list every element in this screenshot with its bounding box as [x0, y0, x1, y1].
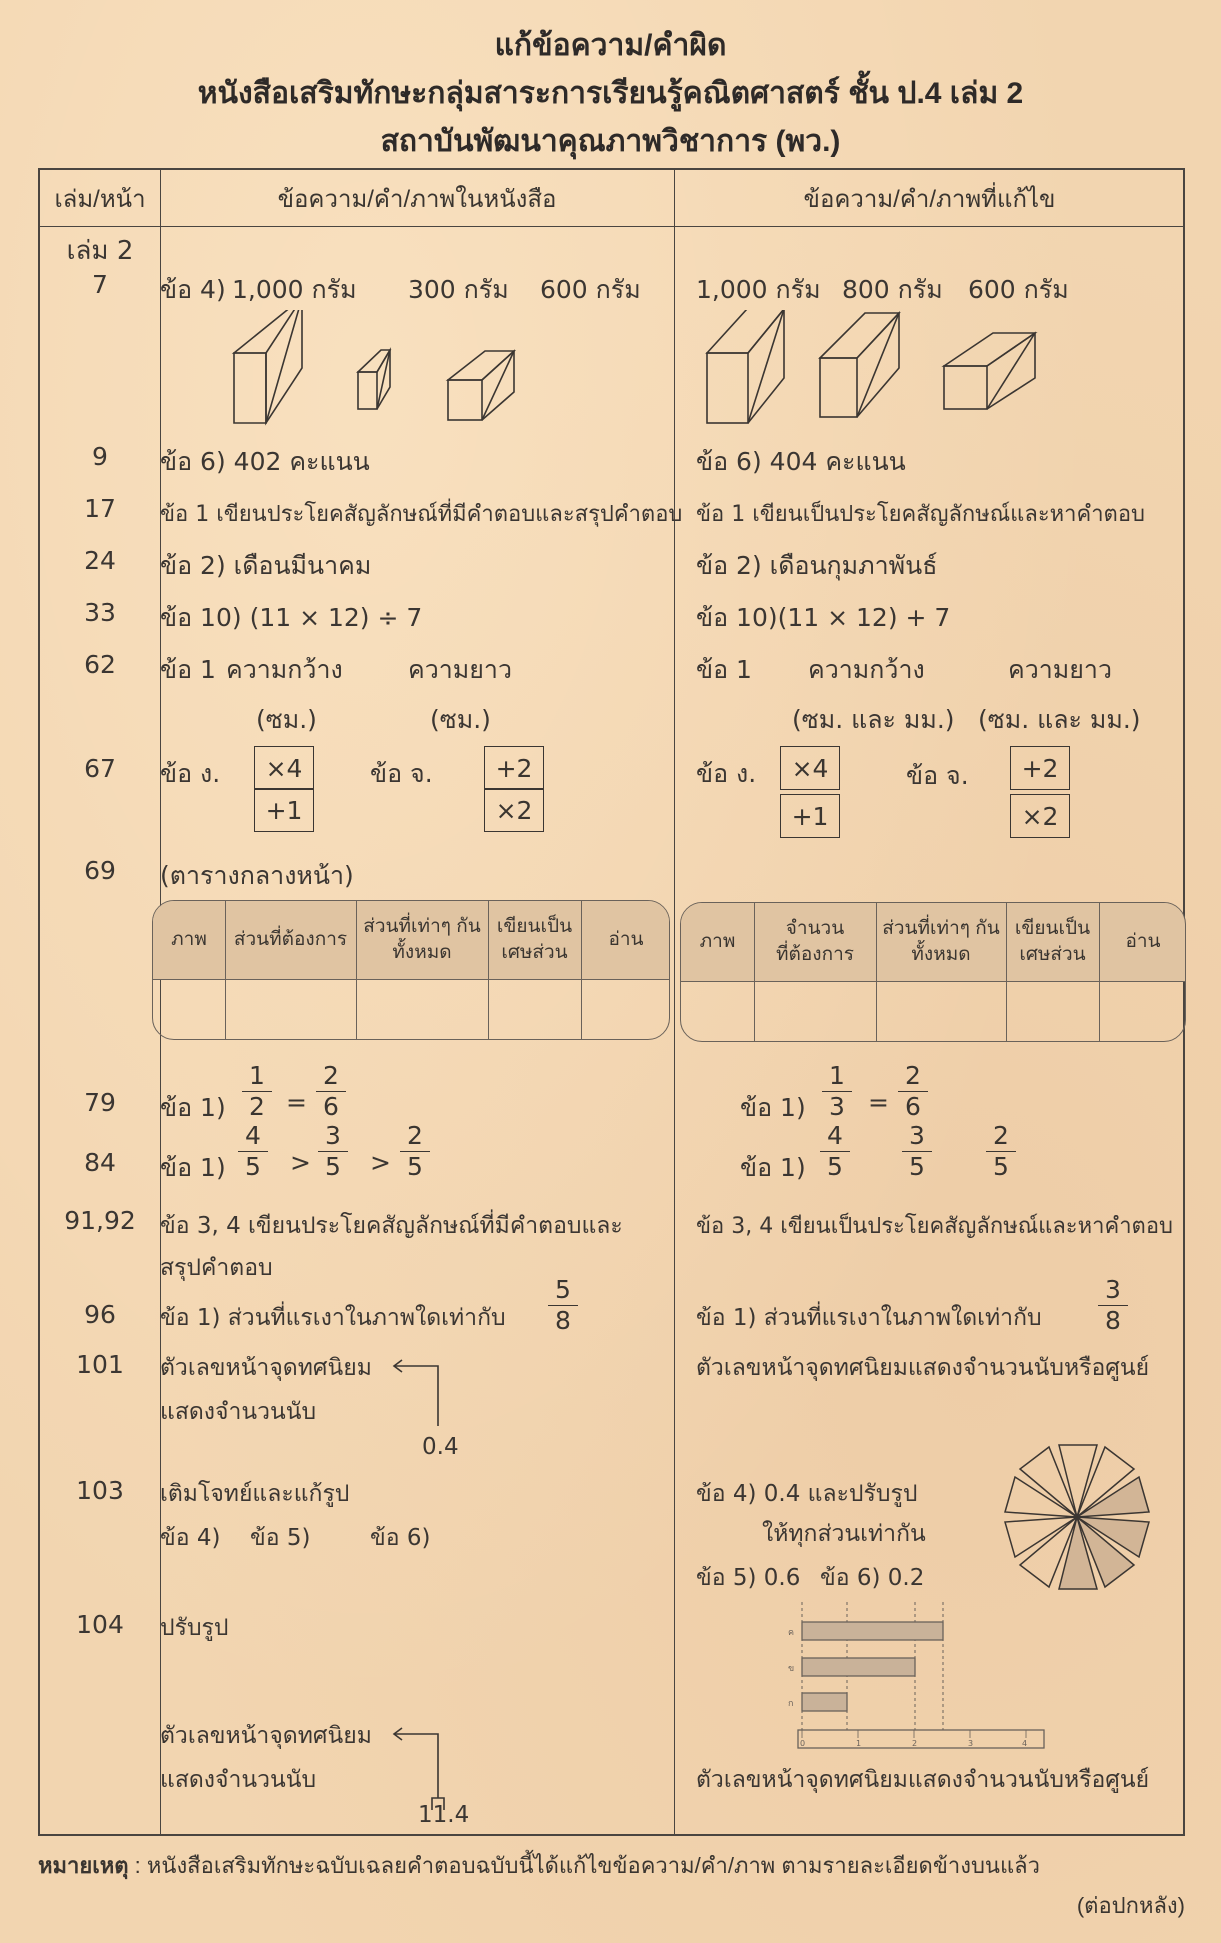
original-line1: เติมโจทย์และแก้รูป: [160, 1481, 350, 1507]
corrected-fraction-right: 2 6: [898, 1062, 928, 1121]
original-weight-2: 300 กรัม: [408, 275, 509, 304]
corrected-text: ข้อ 6) 404 คะแนน: [696, 447, 906, 476]
corrected-item-e: ข้อ จ.: [906, 761, 969, 790]
original-text-line2: สรุปคำตอบ: [160, 1255, 273, 1281]
svg-text:ค: ค: [788, 1628, 795, 1638]
original-length-label: ความยาว: [408, 655, 513, 684]
header-original: ข้อความ/คำ/ภาพในหนังสือ: [277, 185, 557, 213]
volume-label: เล่ม 2: [66, 236, 134, 266]
corrected-text: ข้อ 1 เขียนเป็นประโยคสัญลักษณ์และหาคำตอบ: [696, 502, 1146, 527]
original-label-line1: ตัวเลขหน้าจุดทศนิยม: [160, 1355, 372, 1381]
original-label-line1: ตัวเลขหน้าจุดทศนิยม: [160, 1723, 372, 1749]
corrected-boxes-illustration: [700, 310, 1120, 445]
original-fraction-left: 1 2: [242, 1062, 272, 1121]
greater-than-sign: >: [290, 1148, 311, 1177]
page-number: 103: [76, 1476, 124, 1505]
col-total-equal-parts: ส่วนที่เท่าๆ กัน ทั้งหมด: [363, 916, 481, 963]
original-width-label: ความกว้าง: [226, 655, 343, 684]
corrected-fraction: 3 8: [1098, 1276, 1128, 1335]
original-item-e: ข้อ จ.: [370, 759, 433, 788]
page-number: 33: [84, 598, 116, 627]
svg-text:ข: ข: [788, 1664, 795, 1674]
corrected-box-d-top: ×4: [780, 746, 840, 790]
original-prefix: ข้อ 4): [160, 275, 226, 304]
corrected-caption: ตัวเลขหน้าจุดทศนิยมแสดงจำนวนนับหรือศูนย์: [696, 1767, 1150, 1793]
original-text: ข้อ 6) 402 คะแนน: [160, 447, 370, 476]
corrected-fraction-left: 1 3: [822, 1062, 852, 1121]
original-item-4: ข้อ 4): [160, 1525, 221, 1551]
corrected-box-d-bottom: +1: [780, 794, 840, 838]
original-text: ข้อ 1) ส่วนที่แรเงาในภาพใดเท่ากับ: [160, 1305, 506, 1331]
bar-ko-kai: [802, 1693, 847, 1711]
original-item-5: ข้อ 5): [250, 1525, 311, 1551]
corrected-width-unit: (ซม. และ มม.): [792, 705, 955, 734]
original-fraction-table: [152, 900, 670, 1040]
pointer-arrow-icon: [390, 1356, 450, 1436]
page-number: 79: [84, 1088, 116, 1117]
equals-sign: =: [868, 1088, 889, 1117]
corrected-text: ข้อ 1) ส่วนที่แรเงาในภาพใดเท่ากับ: [696, 1305, 1042, 1331]
col-write-fraction: เขียนเป็น เศษส่วน: [1014, 918, 1091, 965]
corrected-length-label: ความยาว: [1008, 655, 1113, 684]
original-width-unit: (ซม.): [256, 705, 317, 734]
col-read: อ่าน: [1125, 931, 1161, 952]
original-decimal-value: 11.4: [418, 1802, 470, 1828]
original-text: ข้อ 1 เขียนประโยคสัญลักษณ์ที่มีคำตอบและสรุปคำตอบ: [160, 502, 683, 527]
greater-than-sign: >: [370, 1148, 391, 1177]
svg-text:3: 3: [968, 1739, 974, 1748]
page-number: 96: [84, 1300, 116, 1329]
original-fraction-right: 2 6: [316, 1062, 346, 1121]
errata-table: [38, 168, 1185, 1836]
corrected-fraction-1: 4 5: [820, 1122, 850, 1181]
footnote: [38, 1848, 1040, 1883]
original-weight-3: 600 กรัม: [540, 275, 641, 304]
original-label-line2: แสดงจำนวนนับ: [160, 1399, 317, 1425]
page-number: 84: [84, 1148, 116, 1177]
book-subtitle: หนังสือเสริมทักษะกลุ่มสาระการเรียนรู้คณิตศาสตร์ ชั้น ป.4 เล่ม 2: [197, 77, 1024, 110]
corrected-text: ตัวเลขหน้าจุดทศนิยมแสดงจำนวนนับหรือศูนย์: [696, 1355, 1150, 1381]
continued-label: (ต่อปกหลัง): [1076, 1893, 1185, 1918]
decagon-fraction-diagram: [992, 1432, 1162, 1602]
original-box-d-top: ×4: [254, 746, 314, 790]
corrected-width-label: ความกว้าง: [808, 655, 925, 684]
original-box-e-top: +2: [484, 746, 544, 790]
original-line1: ปรับรูป: [160, 1615, 229, 1641]
svg-text:2: 2: [912, 1739, 918, 1748]
original-box-e-bottom: ×2: [484, 788, 544, 832]
header-volume-page: เล่ม/หน้า: [54, 185, 146, 213]
page-number: 67: [84, 754, 116, 783]
bar-kho-khwai: [802, 1622, 943, 1640]
page-title: แก้ข้อความ/คำผิด: [494, 29, 727, 62]
original-item-d: ข้อ ง.: [160, 759, 221, 788]
col-picture: ภาพ: [171, 929, 207, 950]
corrected-box-e-bottom: ×2: [1010, 794, 1070, 838]
col-write-fraction: เขียนเป็น เศษส่วน: [496, 916, 573, 963]
equals-sign: =: [286, 1088, 307, 1117]
original-fraction: 5 8: [548, 1276, 578, 1335]
corrected-text: ข้อ 10)(11 × 12) + 7: [696, 603, 951, 632]
corrected-weight-1: 1,000 กรัม: [696, 275, 821, 304]
corrected-fraction-table: [680, 902, 1186, 1042]
original-decimal-value: 0.4: [422, 1434, 459, 1460]
header-divider: [40, 226, 1183, 227]
corrected-bar-chart: [782, 1602, 1092, 1752]
page-number: 24: [84, 546, 116, 575]
footnote-text: : หนังสือเสริมทักษะฉบับเฉลยคำตอบฉบับนี้ได้แก้ไขข้อความ/คำ/ภาพ ตามรายละเอียดข้างบนแล้ว: [128, 1853, 1040, 1878]
corrected-line3b: ข้อ 6) 0.2: [820, 1565, 925, 1591]
page-number: 91,92: [64, 1206, 136, 1235]
corrected-prefix: ข้อ 1: [696, 655, 752, 684]
original-weight-1: 1,000 กรัม: [232, 275, 357, 304]
original-fraction-2: 3 5: [318, 1122, 348, 1181]
original-length-unit: (ซม.): [430, 705, 491, 734]
corrected-prefix: ข้อ 1): [740, 1093, 806, 1122]
corrected-line2: ให้ทุกส่วนเท่ากัน: [762, 1521, 926, 1547]
col-read: อ่าน: [608, 929, 644, 950]
svg-text:1: 1: [856, 1739, 862, 1748]
original-item-6: ข้อ 6): [370, 1525, 431, 1551]
original-box-d-bottom: +1: [254, 788, 314, 832]
corrected-box-e-top: +2: [1010, 746, 1070, 790]
original-label-line2: แสดงจำนวนนับ: [160, 1767, 317, 1793]
col-wanted-part: ส่วนที่ต้องการ: [233, 929, 348, 950]
original-note: (ตารางกลางหน้า): [160, 861, 354, 890]
original-prefix: ข้อ 1: [160, 655, 216, 684]
page-number: 7: [92, 270, 108, 299]
corrected-text: ข้อ 3, 4 เขียนเป็นประโยคสัญลักษณ์และหาคำตอบ: [696, 1214, 1174, 1239]
corrected-length-unit: (ซม. และ มม.): [978, 705, 1141, 734]
original-text: ข้อ 2) เดือนมีนาคม: [160, 551, 372, 580]
corrected-weight-3: 600 กรัม: [968, 275, 1069, 304]
corrected-line1: ข้อ 4) 0.4 และปรับรูป: [696, 1481, 918, 1507]
svg-text:4: 4: [1022, 1739, 1028, 1748]
col-wanted-count: จำนวน ที่ต้องการ: [776, 918, 854, 965]
page-number: 69: [84, 856, 116, 885]
pointer-arrow-icon: [390, 1724, 450, 1814]
footnote-label: หมายเหตุ: [38, 1853, 129, 1878]
original-text: ข้อ 10) (11 × 12) ÷ 7: [160, 603, 423, 632]
original-fraction-3: 2 5: [400, 1122, 430, 1181]
publisher-name: สถาบันพัฒนาคุณภาพวิชาการ (พว.): [380, 125, 841, 158]
page-number: 9: [92, 442, 108, 471]
page-number: 104: [76, 1610, 124, 1639]
svg-text:0: 0: [800, 1739, 806, 1748]
corrected-text: ข้อ 2) เดือนกุมภาพันธ์: [696, 551, 938, 580]
page-number: 101: [76, 1350, 124, 1379]
col-total-equal-parts: ส่วนที่เท่าๆ กัน ทั้งหมด: [882, 918, 1000, 965]
bar-kho-khai: [802, 1658, 915, 1676]
svg-text:ก: ก: [788, 1699, 794, 1709]
original-text-line1: ข้อ 3, 4 เขียนประโยคสัญลักษณ์ที่มีคำตอบและ: [160, 1213, 623, 1239]
col-picture: ภาพ: [699, 931, 736, 952]
page-number: 62: [84, 650, 116, 679]
original-prefix: ข้อ 1): [160, 1153, 226, 1182]
page-number: 17: [84, 494, 116, 523]
corrected-fraction-2: 3 5: [902, 1122, 932, 1181]
corrected-item-d: ข้อ ง.: [696, 759, 757, 788]
header-corrected: ข้อความ/คำ/ภาพที่แก้ไข: [803, 185, 1056, 213]
original-boxes-illustration: [220, 310, 660, 445]
corrected-weight-2: 800 กรัม: [842, 275, 943, 304]
corrected-prefix: ข้อ 1): [740, 1153, 806, 1182]
corrected-fraction-3: 2 5: [986, 1122, 1016, 1181]
original-fraction-1: 4 5: [238, 1122, 268, 1181]
original-prefix: ข้อ 1): [160, 1093, 226, 1122]
corrected-line3a: ข้อ 5) 0.6: [696, 1565, 801, 1591]
column-divider: [674, 170, 675, 1834]
